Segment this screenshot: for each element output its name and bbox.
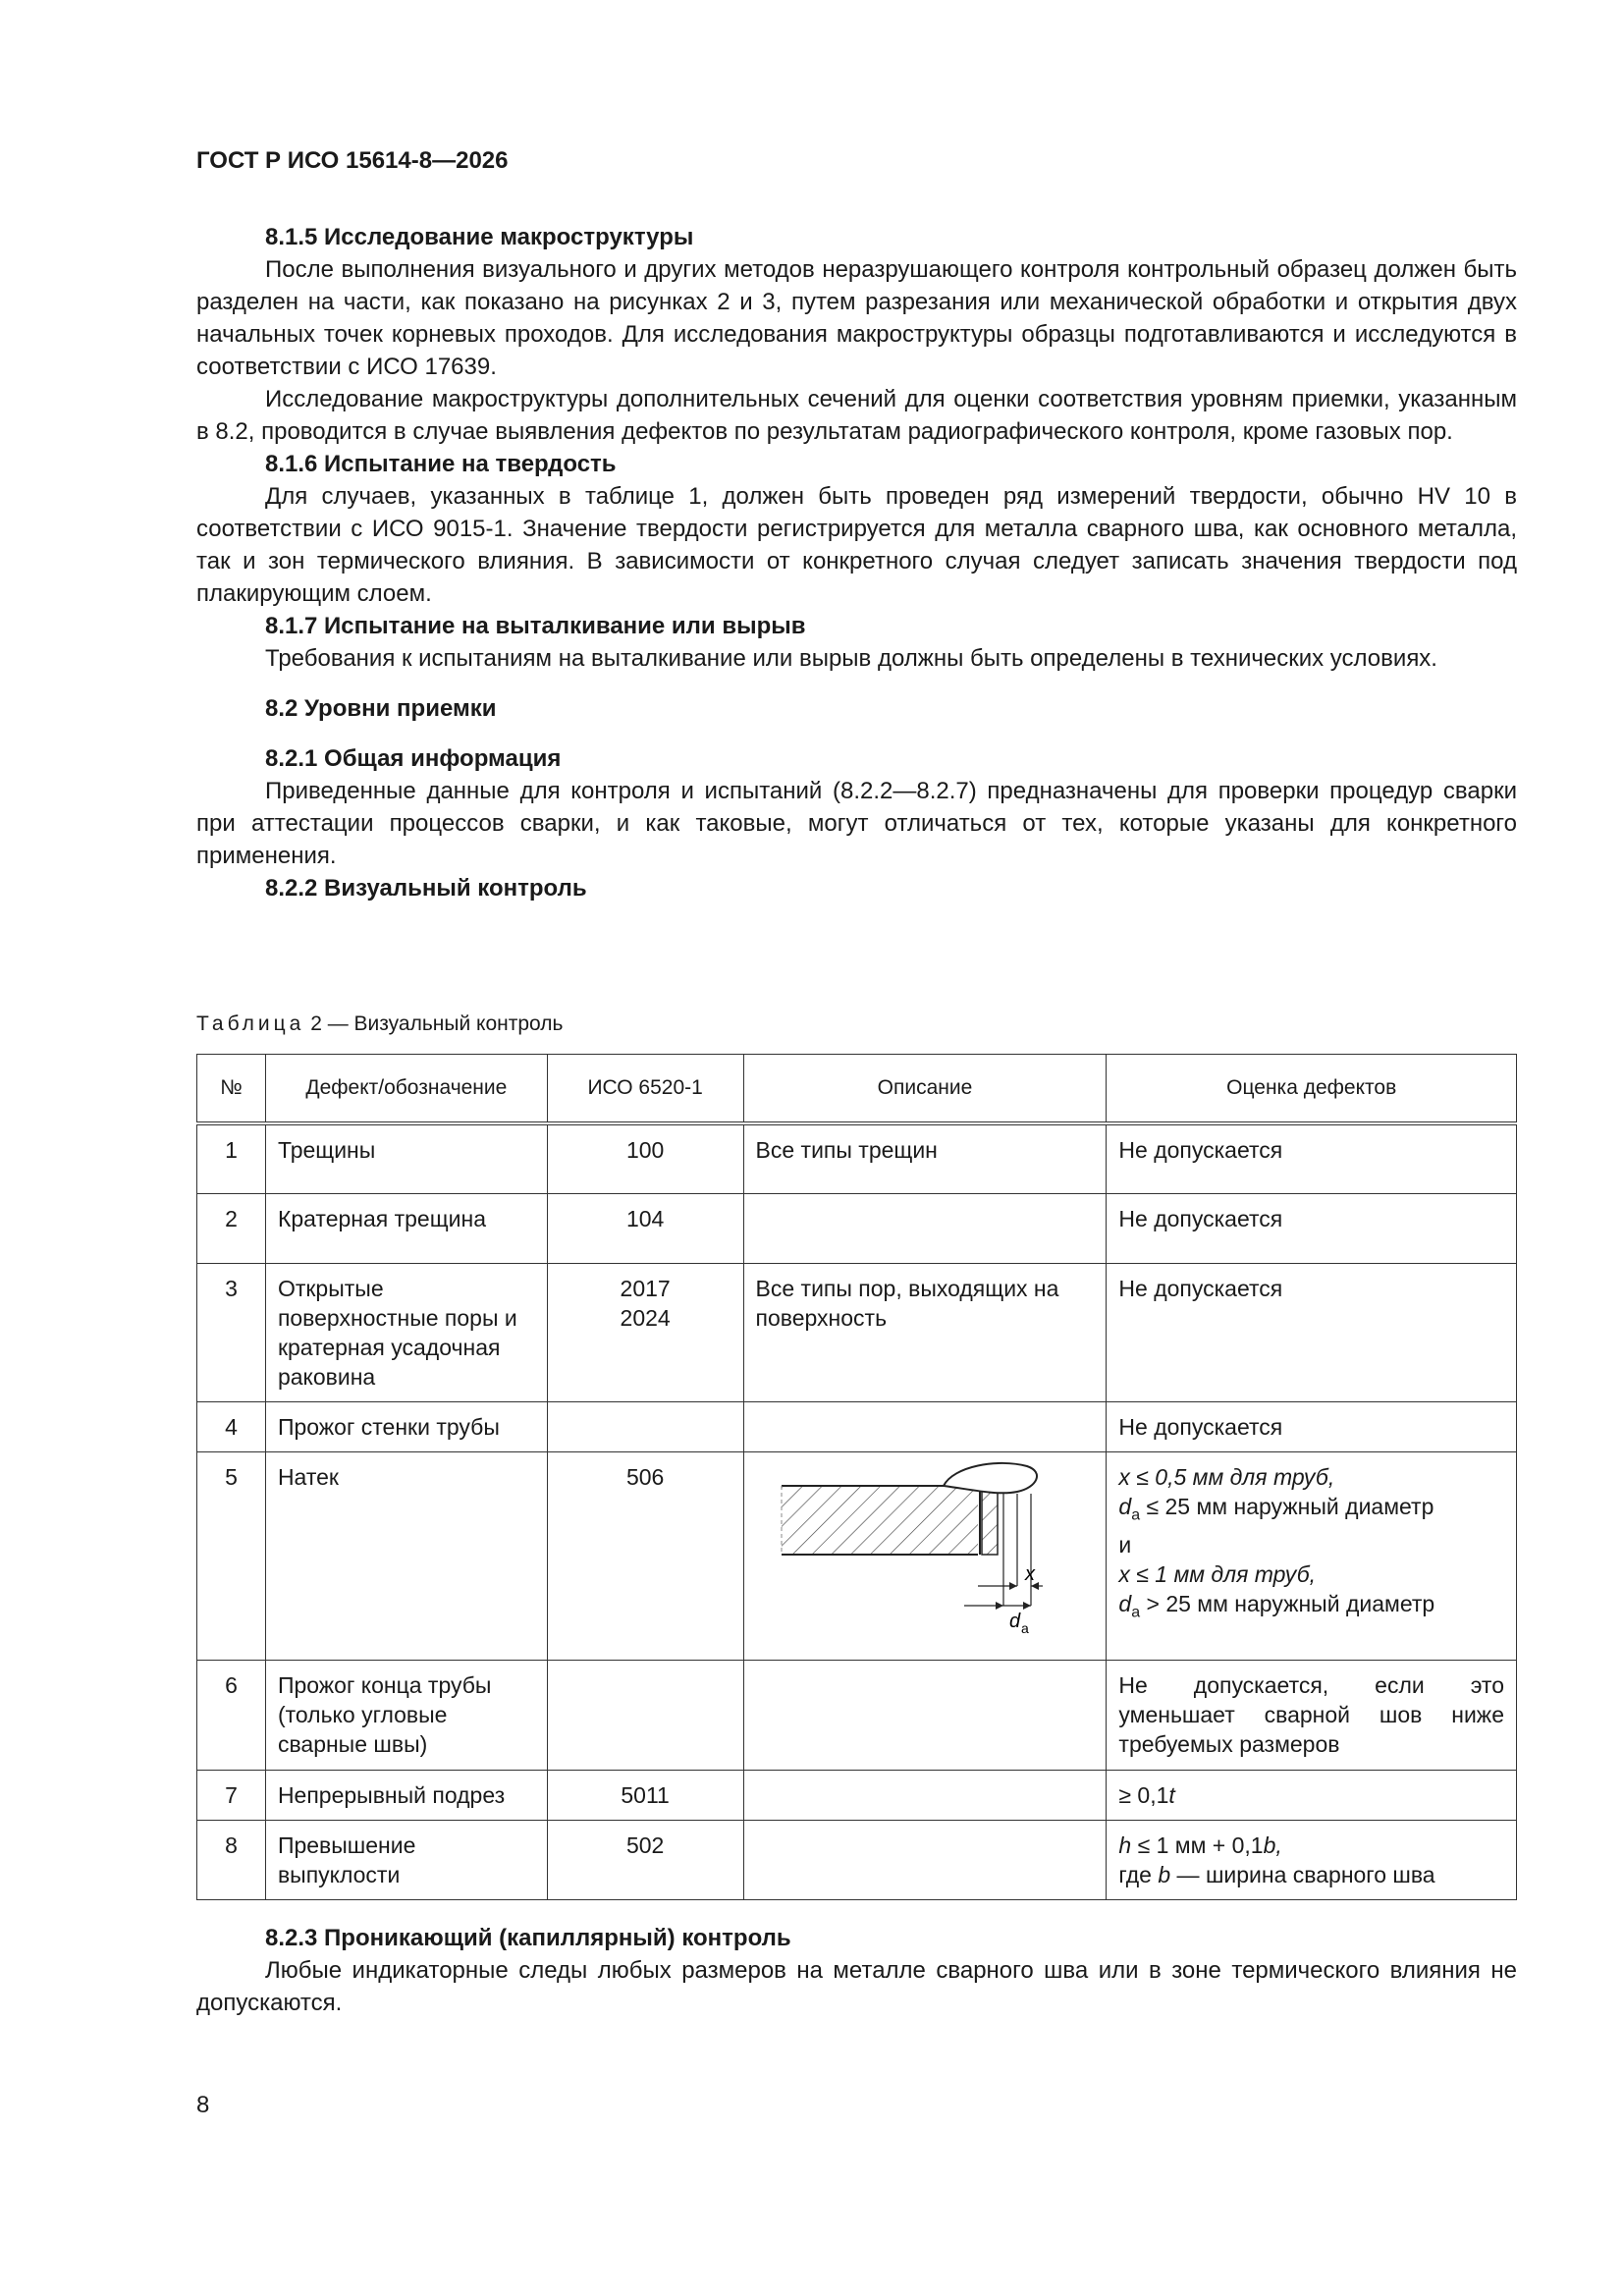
iso-cell: 506 [547,1451,743,1660]
defect-cell: Натек [265,1451,547,1660]
table-row [197,1451,1517,1660]
defect-cell: Трещины [265,1123,547,1193]
eval-line: и [1118,1532,1132,1558]
eval-line: x ≤ 1 мм для труб, [1118,1561,1317,1588]
column-header: Дефект/обозначение [265,1055,547,1124]
iso-cell [547,1660,743,1770]
paragraph: Приведенные данные для контроля и испытаний (8.2.2—8.2.7) предназначены для проверки процедур сварки при аттестации процессов сварки, и как таковые, могут отличаться от тех, которые указаны для конкретного применения. [196,778,1517,869]
figure-label-d: d [1008,1610,1020,1632]
defect-cell: Непрерывный подрез [265,1770,547,1820]
iso-cell: 100 [547,1123,743,1193]
table-row [197,1770,1517,1820]
iso-cell: 104 [547,1193,743,1263]
paragraph: Исследование макроструктуры дополнительных сечений для оценки соответствия уровням приемки, указанным в 8.2, проводится в случае выявления дефектов по результатам радиографического контроля, кроме газовых пор. [196,386,1517,445]
section-heading: 8.1.5 Исследование макроструктуры [265,224,694,250]
column-header: № [197,1055,266,1124]
iso-cell [547,1263,743,1401]
column-header: ИСО 6520-1 [547,1055,743,1124]
column-header: Описание [743,1055,1107,1124]
visual-inspection-table [196,1054,1517,1900]
evaluation-cell: Не допускается [1107,1193,1517,1263]
section-heading: 8.2.3 Проникающий (капиллярный) контроль [265,1925,791,1951]
description-cell [743,1401,1107,1451]
row-number: 8 [197,1820,266,1899]
eval-line: $d_a \le 25$ мм наружный диаметр [1118,1493,1434,1524]
document-header: ГОСТ Р ИСО 15614-8—2026 [196,147,509,174]
description-cell [743,1193,1107,1263]
table-caption-text: 2 — Визуальный контроль [310,1012,564,1035]
evaluation-cell: ≥ 0,1t [1107,1770,1517,1820]
defect-cell: Прожог стенки трубы [265,1401,547,1451]
table-caption [196,1012,563,1036]
evaluation-cell: Не допускается [1107,1123,1517,1193]
evaluation-cell: Не допускается [1107,1263,1517,1401]
table-row [197,1263,1517,1401]
iso-cell: 502 [547,1820,743,1899]
paragraph: После выполнения визуального и других методов неразрушающего контроля контрольный образец должен быть разделен на части, как показано на рисунках 2 и 3, путем разрезания или механической обработки и открытия двух начальных точек корневых проходов. Для исследования макроструктуры образцы подготавливаются и исследуются в соответствии с ИСО 17639. [196,256,1517,380]
evaluation-cell: Не допускается, если это уменьшает сварной шов ниже требуемых размеров [1107,1660,1517,1770]
section-heading: 8.2.2 Визуальный контроль [265,875,587,902]
section-heading: 8.2 Уровни приемки [265,695,497,722]
defect-cell: Открытые поверхностные поры и кратерная усадочная раковина [265,1263,547,1401]
eval-line: x ≤ 0,5 мм для труб, [1118,1463,1335,1490]
defect-cell: Превышение выпуклости [265,1820,547,1899]
row-number: 5 [197,1451,266,1660]
table-row [197,1123,1517,1193]
table-row [197,1401,1517,1451]
table-header-row [197,1055,1517,1124]
table-caption-word: Таблица [196,1012,305,1035]
evaluation-cell: Не допускается [1107,1401,1517,1451]
section-heading: 8.2.1 Общая информация [265,745,562,772]
description-cell [743,1820,1107,1899]
paragraph: Требования к испытаниям на выталкивание или вырыв должны быть определены в технических условиях. [265,645,1437,672]
table-row [197,1660,1517,1770]
evaluation-cell [1107,1451,1517,1660]
page-number: 8 [196,2092,210,2118]
figure-label-x: x [1024,1562,1035,1585]
row-number: 6 [197,1660,266,1770]
iso-cell [547,1401,743,1451]
table-row [197,1193,1517,1263]
iso-code: 2017 [620,1275,671,1301]
description-cell [743,1660,1107,1770]
row-number: 3 [197,1263,266,1401]
description-cell: Все типы трещин [743,1123,1107,1193]
section-heading: 8.1.6 Испытание на твердость [265,451,617,477]
description-cell: Все типы пор, выходящих на поверхность [743,1263,1107,1401]
paragraph: Для случаев, указанных в таблице 1, должен быть проведен ряд измерений твердости, обычно HV 10 в соответствии с ИСО 9015-1. Значение твердости регистрируется для металла сварного шва, как основного металла, так и зон термического влияния. В зависимости от конкретного случая следует записать значения твердости под плакирующим слоем. [196,483,1517,607]
figure-label-a: a [1020,1619,1029,1635]
main-text [196,221,1517,904]
row-number: 7 [197,1770,266,1820]
iso-code: 2024 [620,1304,671,1331]
paragraph: Любые индикаторные следы любых размеров на металле сварного шва или в зоне термического влияния не допускаются. [196,1957,1517,2016]
iso-cell: 5011 [547,1770,743,1820]
defect-cell: Прожог конца трубы (только угловые сварные швы) [265,1660,547,1770]
eval-line: $d_a > 25$ мм наружный диаметр [1118,1591,1435,1621]
description-cell [743,1770,1107,1820]
description-cell [743,1451,1107,1660]
section-823 [196,1922,1517,2019]
row-number: 1 [197,1123,266,1193]
defect-cell: Кратерная трещина [265,1193,547,1263]
overlap-defect-figure [752,1458,1047,1635]
table-row [197,1820,1517,1899]
row-number: 2 [197,1193,266,1263]
evaluation-cell: h ≤ 1 мм + 0,1b, где b — ширина сварного шва [1107,1820,1517,1899]
row-number: 4 [197,1401,266,1451]
column-header: Оценка дефектов [1107,1055,1517,1124]
section-heading: 8.1.7 Испытание на выталкивание или вырыв [265,613,806,639]
